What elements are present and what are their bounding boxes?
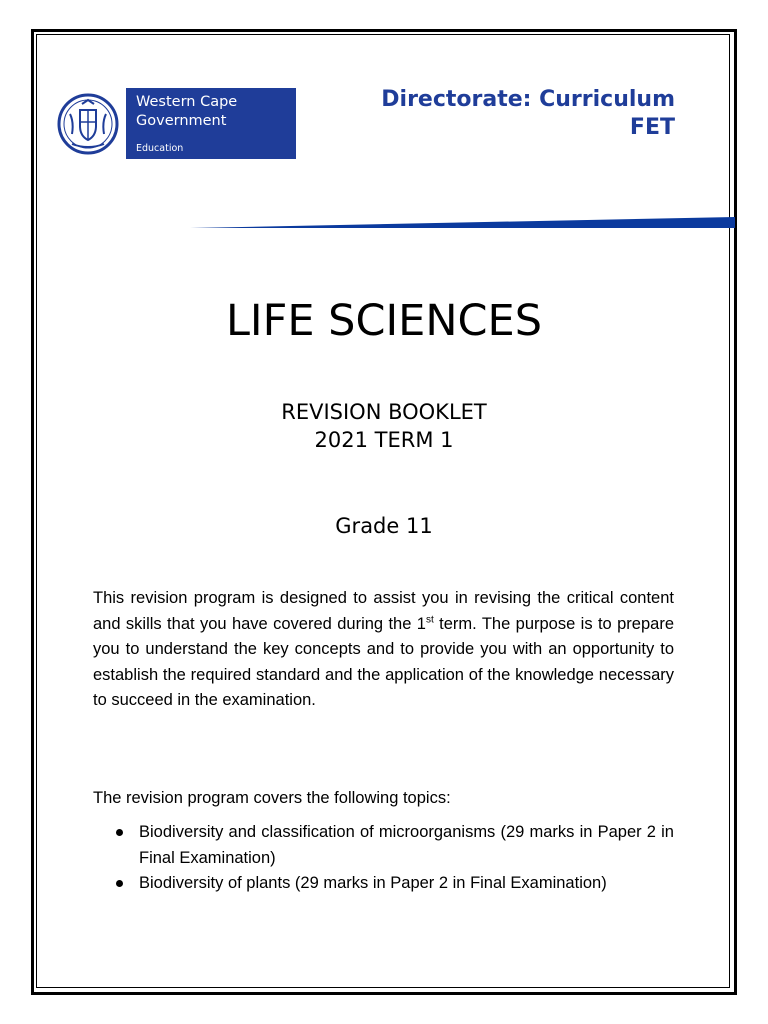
subtitle-line-1: REVISION BOOKLET (281, 400, 487, 424)
document-subtitle (0, 398, 768, 454)
intro-text-start: This revision program is designed to assist you in revising the critical content and skills that you have covered during the 1 (93, 589, 674, 633)
directorate-line-2: FET (629, 115, 675, 140)
bullet-icon (116, 880, 123, 887)
logo-department: Education (136, 143, 184, 154)
list-item (93, 820, 674, 871)
intro-paragraph (93, 586, 674, 714)
logo-text-block (126, 88, 296, 159)
logo-government-name: Western Cape Government (136, 94, 238, 129)
topics-list (93, 820, 674, 897)
directorate-line-1: Directorate: Curriculum (381, 87, 675, 112)
coat-of-arms-icon (50, 88, 126, 159)
ordinal-superscript: st (425, 614, 434, 626)
intro-text-end: term. The purpose is to prepare you to understand the key concepts and to provide you with an opportunity to establish the required standard and the application of the knowledge necessary to succeed in the examination. (93, 614, 674, 710)
subtitle-line-2: 2021 TERM 1 (314, 428, 454, 452)
topic-text: Biodiversity of plants (29 marks in Paper 2 in Final Examination) (139, 874, 607, 893)
blue-swoosh-divider (190, 212, 735, 236)
topic-text: Biodiversity and classification of microorganisms (29 marks in Paper 2 in Final Examination) (139, 823, 674, 867)
bullet-icon (116, 829, 123, 836)
document-title: LIFE SCIENCES (225, 296, 543, 346)
directorate-heading (295, 86, 675, 142)
western-cape-government-logo (50, 88, 296, 159)
topics-lead-in: The revision program covers the following topics: (93, 789, 451, 807)
list-item (93, 871, 674, 897)
grade-label: Grade 11 (335, 514, 433, 538)
